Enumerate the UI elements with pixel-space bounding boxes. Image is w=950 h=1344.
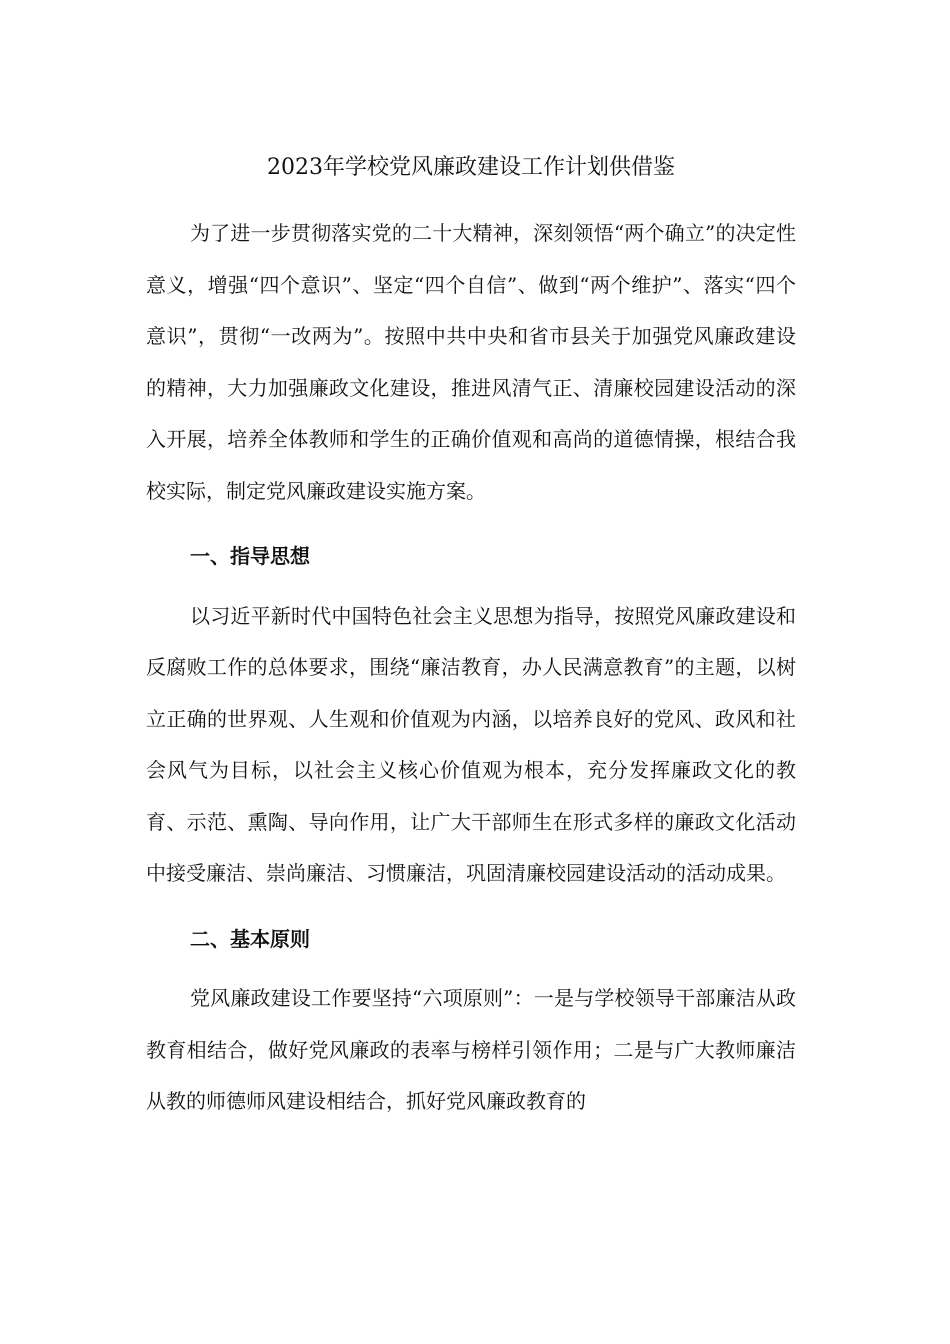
section-heading-guiding-ideology: 一、指导思想 bbox=[190, 544, 310, 568]
section-heading-basic-principles: 二、基本原则 bbox=[190, 926, 310, 951]
document-body bbox=[146, 148, 796, 1128]
document-title: 2023年学校党风廉政建设工作计划供借鉴 bbox=[267, 155, 675, 180]
intro-paragraph: 为了进一步贯彻落实党的二十大精神，深刻领悟“两个确立”的决定性意义，增强“四个意识”、坚定“四个自信”、做到“两个维护”、落实“四个意识”，贯彻“一改两为”。按照中共中央和省市县关于加强党风廉政建设的精神，大力加强廉政文化建设，推进风清气正、清廉校园建设活动的深入开展，培养全体教师和学生的正确价值观和高尚的道德情操，根结合我校实际，制定党风廉政建设实施方案。 bbox=[146, 221, 796, 503]
section2-paragraph: 党风廉政建设工作要坚持“六项原则”：一是与学校领导干部廉洁从政教育相结合，做好党风廉政的表率与榜样引领作用；二是与广大教师廉洁从教的师德师风建设相结合，抓好党风廉政教育的 bbox=[146, 986, 796, 1113]
section1-paragraph: 以习近平新时代中国特色社会主义思想为指导，按照党风廉政建设和反腐败工作的总体要求，围绕“廉洁教育，办人民满意教育”的主题，以树立正确的世界观、人生观和价值观为内涵，以培养良好的党风、政风和社会风气为目标，以社会主义核心价值观为根本，充分发挥廉政文化的教育、示范、熏陶、导向作用，让广大干部师生在形式多样的廉政文化活动中接受廉洁、崇尚廉洁、习惯廉洁，巩固清廉校园建设活动的活动成果。 bbox=[146, 603, 796, 885]
